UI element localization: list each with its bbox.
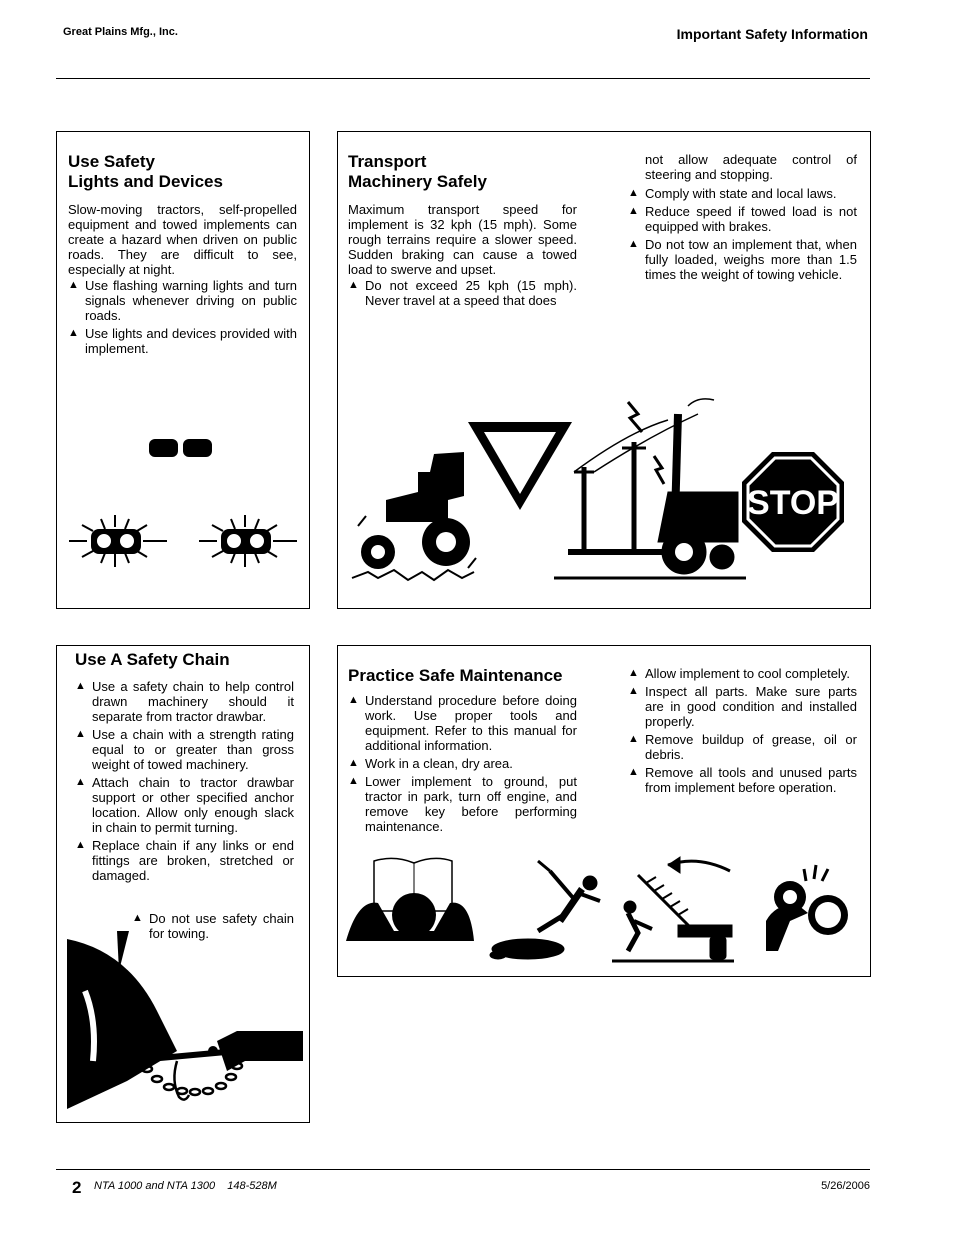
taillight-icon xyxy=(183,439,212,457)
document-id: NTA 1000 and NTA 1300 148-528M xyxy=(94,1180,277,1192)
safety-chain-illustration xyxy=(67,931,305,1111)
chain-bullets xyxy=(75,676,294,883)
bullet-icon: ▲ xyxy=(628,205,639,217)
flashing-light-icon xyxy=(69,515,167,567)
bullet-icon: ▲ xyxy=(628,187,639,199)
list-item: ▲ Do not use safety chain for towing. xyxy=(132,911,294,941)
company-name: Great Plains Mfg., Inc. xyxy=(63,26,178,38)
flashing-light-icon xyxy=(199,515,297,567)
list-item: ▲ Do not tow an implement that, when fully loaded, weighs more than 1.5 times the weight of towing vehicle. xyxy=(628,237,857,282)
list-item: ▲ Remove buildup of grease, oil or debris. xyxy=(628,732,857,762)
gear-entanglement-icon xyxy=(766,865,848,951)
list-item: ▲ Inspect all parts. Make sure parts are in good condition and installed properly. xyxy=(628,684,857,729)
lights-intro: Slow-moving tractors, self-propelled equipment and towed implements can create a hazard when driven on public roads. They are difficult to see, especially at night. xyxy=(68,202,297,277)
list-item: ▲ Comply with state and local laws. xyxy=(628,186,837,201)
maintenance-title: Practice Safe Maintenance xyxy=(348,666,563,685)
stop-sign-label: STOP xyxy=(747,484,839,522)
taillight-icon xyxy=(149,439,178,457)
maintenance-illustration xyxy=(338,851,870,971)
lights-panel xyxy=(56,131,310,609)
bullet-icon: ▲ xyxy=(348,757,359,769)
section-title: Important Safety Information xyxy=(676,26,868,42)
transport-intro: Maximum transport speed for implement is 32 kph (15 mph). Some rough terrains require a slower speed. Sudden braking can cause a towed load to swerve and upset. xyxy=(348,202,577,277)
list-item: ▲ Replace chain if any links or end fittings are broken, stretched or damaged. xyxy=(75,838,294,883)
bullet-icon: ▲ xyxy=(628,766,639,778)
crush-hazard-icon xyxy=(612,857,734,961)
list-item: ▲ Use flashing warning lights and turn signals whenever driving on public roads. xyxy=(68,278,297,323)
yield-sign-icon xyxy=(468,422,572,510)
maintenance-bullets-right xyxy=(628,663,857,795)
bullet-icon: ▲ xyxy=(348,775,359,787)
bullet-icon: ▲ xyxy=(75,728,86,740)
chain-title: Use A Safety Chain xyxy=(75,650,230,669)
bullet-icon: ▲ xyxy=(75,680,86,692)
transport-illustration xyxy=(338,392,870,592)
list-item: ▲ Use a chain with a strength rating equal to or greater than gross weight of towed machinery. xyxy=(75,727,294,772)
maintenance-panel xyxy=(337,645,871,977)
list-item: ▲ Do not exceed 25 kph (15 mph). Never travel at a speed that does xyxy=(348,278,577,308)
bullet-icon: ▲ xyxy=(628,685,639,697)
stop-sign-icon xyxy=(742,452,844,552)
bullet-icon: ▲ xyxy=(132,912,143,924)
maintenance-bullets-left xyxy=(348,690,577,834)
list-item: ▲ Use a safety chain to help control drawn machinery should it separate from tractor drawbar. xyxy=(75,679,294,724)
list-item: ▲ Use lights and devices provided with implement. xyxy=(68,326,297,356)
tractor-icon xyxy=(352,452,476,580)
list-item: ▲ Understand procedure before doing work. Use proper tools and equipment. Refer to this manual for additional information. xyxy=(348,693,577,753)
transport-title: Transport Machinery Safely xyxy=(348,152,487,191)
read-manual-icon xyxy=(346,858,474,941)
transport-panel xyxy=(337,131,871,609)
slip-hazard-icon xyxy=(490,861,600,959)
bullet-icon: ▲ xyxy=(75,776,86,788)
bullet-icon: ▲ xyxy=(628,667,639,679)
power-line-hazard-icon xyxy=(554,399,746,578)
transport-bullets-right xyxy=(628,183,857,282)
transport-bullets-left xyxy=(348,275,577,308)
list-item: ▲ Reduce speed if towed load is not equipped with brakes. xyxy=(628,204,857,234)
bullet-icon: ▲ xyxy=(628,238,639,250)
bullet-icon: ▲ xyxy=(68,327,79,339)
transport-bullet-continued: not allow adequate control of steering and stopping. xyxy=(645,152,857,182)
list-item: ▲ Attach chain to tractor drawbar support or other specified anchor location. Allow only enough slack in chain to permit turning. xyxy=(75,775,294,835)
chain-panel xyxy=(56,645,310,1123)
list-item: ▲ Work in a clean, dry area. xyxy=(348,756,513,771)
page-number: 2 xyxy=(72,1178,82,1197)
footer-rule xyxy=(56,1169,870,1170)
bullet-icon: ▲ xyxy=(628,733,639,745)
document-date: 5/26/2006 xyxy=(821,1180,870,1192)
list-item: ▲ Lower implement to ground, put tractor in park, turn off engine, and remove key before performing maintenance. xyxy=(348,774,577,834)
warning-lights-illustration xyxy=(57,427,311,577)
bullet-icon: ▲ xyxy=(348,694,359,706)
bullet-icon: ▲ xyxy=(348,279,359,291)
bullet-icon: ▲ xyxy=(68,279,79,291)
list-item: ▲ Remove all tools and unused parts from implement before operation. xyxy=(628,765,857,795)
lights-title: Use Safety Lights and Devices xyxy=(68,152,223,191)
lights-bullets xyxy=(68,275,297,356)
header-rule xyxy=(56,78,870,79)
bullet-icon: ▲ xyxy=(75,839,86,851)
list-item: ▲ Allow implement to cool completely. xyxy=(628,666,850,681)
